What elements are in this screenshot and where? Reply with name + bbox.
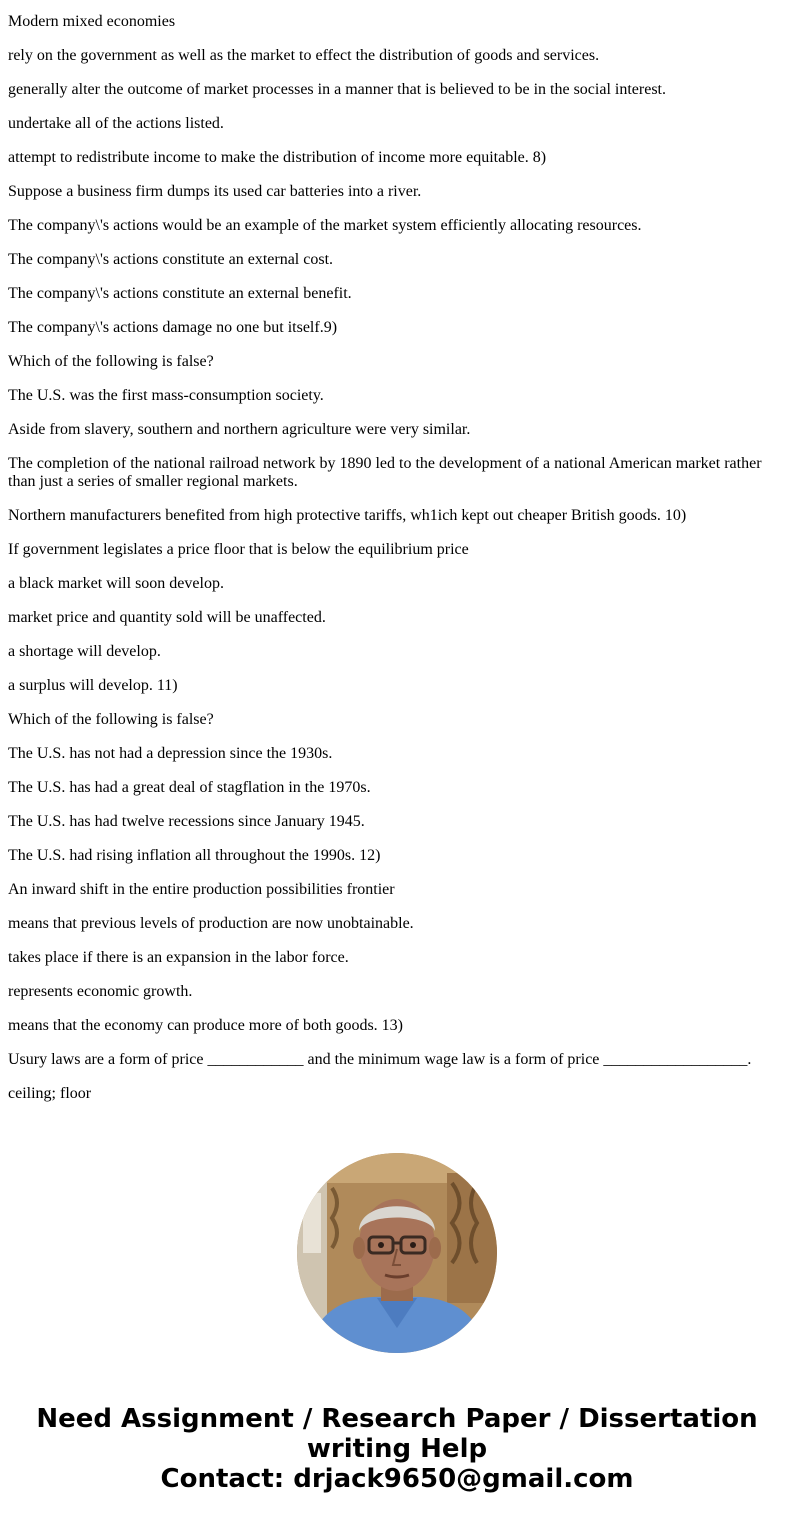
answer-option: means that previous levels of production are now unobtainable. bbox=[8, 915, 414, 932]
question-stem: Suppose a business firm dumps its used car batteries into a river. bbox=[8, 183, 422, 200]
promo-line-assignment: Need Assignment / Research Paper / Dissertation bbox=[36, 1404, 758, 1434]
promo-line-contact-email: Contact: drjack9650@gmail.com bbox=[160, 1464, 634, 1494]
author-photo bbox=[297, 1153, 497, 1353]
answer-option: Aside from slavery, southern and northern agriculture were very similar. bbox=[8, 421, 471, 438]
answer-option: Northern manufacturers benefited from high protective tariffs, wh1ich kept out cheaper British goods. 10) bbox=[8, 507, 687, 524]
answer-option: represents economic growth. bbox=[8, 983, 193, 1000]
answer-option: The company\'s actions damage no one but itself.9) bbox=[8, 319, 338, 336]
answer-option: a surplus will develop. 11) bbox=[8, 677, 178, 694]
contact-banner bbox=[0, 1404, 794, 1494]
question-stem: Which of the following is false? bbox=[8, 711, 214, 728]
answer-option: a black market will soon develop. bbox=[8, 575, 224, 592]
answer-option: The U.S. has had twelve recessions since January 1945. bbox=[8, 813, 365, 830]
question-stem: An inward shift in the entire production possibilities frontier bbox=[8, 881, 395, 898]
question-stem: Which of the following is false? bbox=[8, 353, 214, 370]
answer-option: The U.S. had rising inflation all throughout the 1990s. 12) bbox=[8, 847, 381, 864]
answer-option: The company\'s actions constitute an external benefit. bbox=[8, 285, 352, 302]
question-stem: Usury laws are a form of price ____________ and the minimum wage law is a form of price __________________. bbox=[8, 1051, 752, 1068]
answer-option: market price and quantity sold will be unaffected. bbox=[8, 609, 326, 626]
answer-option: The U.S. has not had a depression since the 1930s. bbox=[8, 745, 333, 762]
answer-option: a shortage will develop. bbox=[8, 643, 161, 660]
question-stem: Modern mixed economies bbox=[8, 13, 176, 30]
answer-option: generally alter the outcome of market processes in a manner that is believed to be in the social interest. bbox=[8, 81, 666, 98]
answer-option: The U.S. was the first mass-consumption society. bbox=[8, 387, 324, 404]
answer-option: attempt to redistribute income to make the distribution of income more equitable. 8) bbox=[8, 149, 547, 166]
answer-option: ceiling; floor bbox=[8, 1085, 92, 1102]
answer-option: undertake all of the actions listed. bbox=[8, 115, 224, 132]
question-stem: If government legislates a price floor that is below the equilibrium price bbox=[8, 541, 469, 558]
answer-option: takes place if there is an expansion in the labor force. bbox=[8, 949, 349, 966]
promo-line-help: writing Help bbox=[306, 1434, 488, 1464]
answer-option: The company\'s actions constitute an external cost. bbox=[8, 251, 334, 268]
answer-option: The company\'s actions would be an example of the market system efficiently allocating resources. bbox=[8, 217, 642, 234]
document-body bbox=[8, 0, 776, 1119]
answer-option: means that the economy can produce more of both goods. 13) bbox=[8, 1017, 403, 1034]
answer-option: The U.S. has had a great deal of stagflation in the 1970s. bbox=[8, 779, 371, 796]
answer-option: The completion of the national railroad network by 1890 led to the development of a national American market rather than just a series of smaller regional markets. bbox=[8, 455, 762, 490]
answer-option: rely on the government as well as the market to effect the distribution of goods and services. bbox=[8, 47, 600, 64]
author-portrait-image bbox=[297, 1153, 497, 1353]
